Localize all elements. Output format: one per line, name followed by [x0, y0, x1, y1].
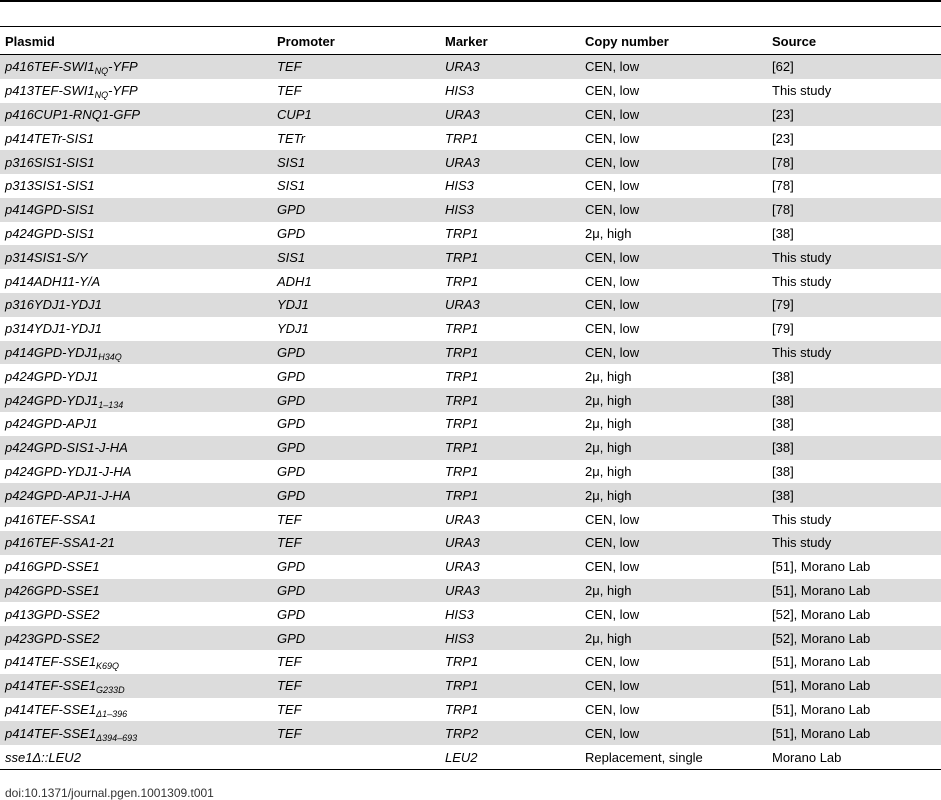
source-cell: [38] — [767, 364, 941, 388]
table-row — [0, 317, 941, 341]
source-cell: [38] — [767, 460, 941, 484]
marker-cell: TRP1 — [440, 222, 580, 246]
plasmid-subscript: NQ — [94, 90, 109, 101]
table-row — [0, 698, 941, 722]
promoter-cell: GPD — [272, 222, 440, 246]
promoter-cell: GPD — [272, 388, 440, 412]
promoter-cell: CUP1 — [272, 103, 440, 127]
marker-cell: TRP1 — [440, 388, 580, 412]
table-row — [0, 483, 941, 507]
plasmid-name: p423GPD-SSE2 — [5, 630, 100, 646]
copy-number-cell: CEN, low — [580, 507, 767, 531]
marker-cell: HIS3 — [440, 79, 580, 103]
plasmid-name: p414ADH11-Y/A — [5, 273, 101, 289]
plasmid-cell — [0, 579, 272, 603]
marker-cell: TRP2 — [440, 721, 580, 745]
plasmid-cell — [0, 79, 272, 103]
marker-cell: TRP1 — [440, 412, 580, 436]
col-header-promoter: Promoter — [272, 29, 440, 55]
copy-number-cell: CEN, low — [580, 245, 767, 269]
table-row — [0, 198, 941, 222]
copy-number-cell: CEN, low — [580, 293, 767, 317]
table-row — [0, 293, 941, 317]
marker-cell: TRP1 — [440, 317, 580, 341]
table-row — [0, 745, 941, 769]
promoter-cell: TEF — [272, 507, 440, 531]
plasmid-cell — [0, 103, 272, 127]
marker-cell: TRP1 — [440, 341, 580, 365]
marker-cell: URA3 — [440, 103, 580, 127]
marker-cell: URA3 — [440, 150, 580, 174]
marker-cell: URA3 — [440, 55, 580, 79]
header-row — [0, 29, 941, 55]
plasmid-cell — [0, 483, 272, 507]
plasmid-name: p414TEF-SSE1 — [5, 678, 97, 694]
plasmid-name: p424GPD-SIS1 — [5, 225, 95, 241]
plasmid-name: p313SIS1-SIS1 — [5, 178, 95, 194]
table-row — [0, 412, 941, 436]
plasmid-cell — [0, 745, 272, 769]
col-header-copy-number: Copy number — [580, 29, 767, 55]
plasmid-cell — [0, 412, 272, 436]
table-row — [0, 55, 941, 79]
table-body — [0, 55, 941, 770]
copy-number-cell: CEN, low — [580, 602, 767, 626]
copy-number-cell: Replacement, single — [580, 745, 767, 769]
source-cell: This study — [767, 341, 941, 365]
copy-number-cell: CEN, low — [580, 698, 767, 722]
plasmid-name: p416GPD-SSE1 — [5, 559, 100, 575]
marker-cell: TRP1 — [440, 674, 580, 698]
plasmid-name: p416TEF-SSA1-21 — [5, 535, 115, 551]
promoter-cell: GPD — [272, 460, 440, 484]
plasmid-cell — [0, 269, 272, 293]
plasmid-name: p414TEF-SSE1 — [5, 725, 97, 741]
table-row — [0, 579, 941, 603]
plasmid-subscript: Δ1–396 — [96, 708, 128, 719]
table-row — [0, 555, 941, 579]
copy-number-cell: CEN, low — [580, 55, 767, 79]
promoter-cell: SIS1 — [272, 150, 440, 174]
plasmid-name: p314YDJ1-YDJ1 — [5, 321, 102, 337]
plasmid-cell — [0, 436, 272, 460]
table-row — [0, 626, 941, 650]
table-row — [0, 174, 941, 198]
source-cell: [52], Morano Lab — [767, 602, 941, 626]
source-cell: This study — [767, 531, 941, 555]
promoter-cell: SIS1 — [272, 174, 440, 198]
plasmid-cell — [0, 126, 272, 150]
promoter-cell: YDJ1 — [272, 317, 440, 341]
table-row — [0, 364, 941, 388]
source-cell: [38] — [767, 388, 941, 412]
promoter-cell: GPD — [272, 412, 440, 436]
plasmid-cell — [0, 602, 272, 626]
plasmid-cell — [0, 460, 272, 484]
promoter-cell: YDJ1 — [272, 293, 440, 317]
plasmid-name: p414TEF-SSE1 — [5, 701, 97, 717]
col-header-source: Source — [767, 29, 941, 55]
copy-number-cell: CEN, low — [580, 650, 767, 674]
copy-number-cell: CEN, low — [580, 531, 767, 555]
source-cell: [78] — [767, 198, 941, 222]
plasmid-name: sse1Δ::LEU2 — [5, 749, 81, 765]
marker-cell: HIS3 — [440, 198, 580, 222]
marker-cell: URA3 — [440, 579, 580, 603]
plasmid-name: p424GPD-APJ1-J-HA — [5, 487, 131, 503]
copy-number-cell: 2μ, high — [580, 222, 767, 246]
plasmid-subscript: H34Q — [98, 351, 122, 362]
plasmid-name: p316YDJ1-YDJ1 — [5, 297, 102, 313]
table-row — [0, 150, 941, 174]
copy-number-cell: 2μ, high — [580, 388, 767, 412]
promoter-cell: TEF — [272, 531, 440, 555]
copy-number-cell: 2μ, high — [580, 364, 767, 388]
copy-number-cell: CEN, low — [580, 555, 767, 579]
plasmid-cell — [0, 388, 272, 412]
promoter-cell: GPD — [272, 341, 440, 365]
table-row — [0, 388, 941, 412]
source-cell: [38] — [767, 483, 941, 507]
marker-cell: TRP1 — [440, 436, 580, 460]
table-row — [0, 460, 941, 484]
col-header-plasmid: Plasmid — [0, 29, 272, 55]
table-row — [0, 674, 941, 698]
plasmid-subscript: 1–134 — [98, 399, 124, 410]
marker-cell: HIS3 — [440, 602, 580, 626]
plasmid-cell — [0, 721, 272, 745]
plasmid-name: p414GPD-SIS1 — [5, 202, 95, 218]
col-header-marker: Marker — [440, 29, 580, 55]
marker-cell: HIS3 — [440, 626, 580, 650]
table-row — [0, 721, 941, 745]
copy-number-cell: CEN, low — [580, 103, 767, 127]
source-cell: This study — [767, 245, 941, 269]
table-row — [0, 79, 941, 103]
plasmid-cell — [0, 150, 272, 174]
promoter-cell: TEF — [272, 698, 440, 722]
plasmid-name: p314SIS1-S/Y — [5, 249, 88, 265]
source-cell: [38] — [767, 222, 941, 246]
plasmid-name: p424GPD-YDJ1 — [5, 368, 99, 384]
source-cell: [78] — [767, 150, 941, 174]
plasmid-cell — [0, 174, 272, 198]
table-row — [0, 531, 941, 555]
plasmid-name: p424GPD-APJ1 — [5, 416, 98, 432]
source-cell: [79] — [767, 317, 941, 341]
plasmid-cell — [0, 222, 272, 246]
copy-number-cell: CEN, low — [580, 341, 767, 365]
promoter-cell: GPD — [272, 364, 440, 388]
plasmid-cell — [0, 698, 272, 722]
copy-number-cell: CEN, low — [580, 198, 767, 222]
promoter-cell: TEF — [272, 55, 440, 79]
promoter-cell: GPD — [272, 436, 440, 460]
plasmid-subscript: NQ — [94, 66, 109, 77]
source-cell: [23] — [767, 126, 941, 150]
copy-number-cell: 2μ, high — [580, 436, 767, 460]
table-row — [0, 269, 941, 293]
copy-number-cell: CEN, low — [580, 150, 767, 174]
source-cell: [51], Morano Lab — [767, 721, 941, 745]
source-cell: [62] — [767, 55, 941, 79]
plasmid-cell — [0, 293, 272, 317]
copy-number-cell: 2μ, high — [580, 460, 767, 484]
plasmid-subscript: G233D — [96, 685, 125, 696]
plasmid-cell — [0, 626, 272, 650]
copy-number-cell: 2μ, high — [580, 579, 767, 603]
promoter-cell: TEF — [272, 721, 440, 745]
source-cell: This study — [767, 269, 941, 293]
marker-cell: HIS3 — [440, 174, 580, 198]
promoter-cell — [272, 745, 440, 769]
plasmid-cell — [0, 245, 272, 269]
copy-number-cell: 2μ, high — [580, 626, 767, 650]
copy-number-cell: 2μ, high — [580, 412, 767, 436]
plasmid-cell — [0, 317, 272, 341]
promoter-cell: TEF — [272, 650, 440, 674]
promoter-cell: TEF — [272, 79, 440, 103]
table-row — [0, 650, 941, 674]
marker-cell: URA3 — [440, 507, 580, 531]
plasmid-name: p414GPD-YDJ1 — [5, 344, 99, 360]
table-row — [0, 222, 941, 246]
plasmid-cell — [0, 674, 272, 698]
promoter-cell: ADH1 — [272, 269, 440, 293]
promoter-cell: GPD — [272, 626, 440, 650]
source-cell: [38] — [767, 412, 941, 436]
plasmid-name: p424GPD-YDJ1 — [5, 392, 99, 408]
marker-cell: TRP1 — [440, 245, 580, 269]
copy-number-cell: CEN, low — [580, 721, 767, 745]
marker-cell: URA3 — [440, 293, 580, 317]
table-row — [0, 602, 941, 626]
table-row — [0, 436, 941, 460]
copy-number-cell: CEN, low — [580, 674, 767, 698]
plasmid-cell — [0, 507, 272, 531]
marker-cell: URA3 — [440, 555, 580, 579]
plasmid-name: p416TEF-SSA1 — [5, 511, 97, 527]
source-cell: [38] — [767, 436, 941, 460]
promoter-cell: TETr — [272, 126, 440, 150]
doi-caption: doi:10.1371/journal.pgen.1001309.t001 — [5, 786, 214, 800]
promoter-cell: SIS1 — [272, 245, 440, 269]
plasmid-cell — [0, 55, 272, 79]
copy-number-cell: CEN, low — [580, 174, 767, 198]
copy-number-cell: CEN, low — [580, 79, 767, 103]
marker-cell: TRP1 — [440, 364, 580, 388]
plasmid-subscript: K69Q — [96, 661, 120, 672]
marker-cell: LEU2 — [440, 745, 580, 769]
top-rule — [0, 0, 941, 2]
source-cell: [51], Morano Lab — [767, 674, 941, 698]
plasmid-cell — [0, 555, 272, 579]
plasmid-suffix: -YFP — [108, 59, 138, 75]
plasmid-cell — [0, 650, 272, 674]
plasmid-cell — [0, 531, 272, 555]
plasmid-cell — [0, 198, 272, 222]
promoter-cell: GPD — [272, 602, 440, 626]
promoter-cell: GPD — [272, 555, 440, 579]
source-cell: [78] — [767, 174, 941, 198]
marker-cell: TRP1 — [440, 650, 580, 674]
promoter-cell: GPD — [272, 198, 440, 222]
plasmid-cell — [0, 341, 272, 365]
header-rule — [0, 26, 941, 27]
plasmid-name: p413TEF-SWI1 — [5, 83, 95, 99]
table-row — [0, 103, 941, 127]
marker-cell: URA3 — [440, 531, 580, 555]
plasmid-name: p424GPD-YDJ1-J-HA — [5, 463, 132, 479]
source-cell: [79] — [767, 293, 941, 317]
copy-number-cell: CEN, low — [580, 317, 767, 341]
marker-cell: TRP1 — [440, 460, 580, 484]
table-row — [0, 507, 941, 531]
source-cell: [51], Morano Lab — [767, 579, 941, 603]
marker-cell: TRP1 — [440, 483, 580, 507]
source-cell: [52], Morano Lab — [767, 626, 941, 650]
table-row — [0, 126, 941, 150]
plasmid-subscript: Δ394–693 — [96, 732, 138, 743]
copy-number-cell: CEN, low — [580, 126, 767, 150]
marker-cell: TRP1 — [440, 126, 580, 150]
source-cell: [51], Morano Lab — [767, 650, 941, 674]
plasmid-name: p426GPD-SSE1 — [5, 582, 100, 598]
plasmid-name: p414TETr-SIS1 — [5, 130, 95, 146]
plasmid-name: p416CUP1-RNQ1-GFP — [5, 106, 141, 122]
plasmid-name: p316SIS1-SIS1 — [5, 154, 95, 170]
copy-number-cell: CEN, low — [580, 269, 767, 293]
plasmid-cell — [0, 364, 272, 388]
plasmid-name: p416TEF-SWI1 — [5, 59, 95, 75]
source-cell: [51], Morano Lab — [767, 555, 941, 579]
copy-number-cell: 2μ, high — [580, 483, 767, 507]
plasmid-table — [0, 29, 941, 770]
plasmid-name: p413GPD-SSE2 — [5, 606, 100, 622]
source-cell: Morano Lab — [767, 745, 941, 769]
marker-cell: TRP1 — [440, 269, 580, 293]
plasmid-name: p424GPD-SIS1-J-HA — [5, 440, 128, 456]
plasmid-suffix: -YFP — [108, 83, 138, 99]
promoter-cell: GPD — [272, 579, 440, 603]
source-cell: [51], Morano Lab — [767, 698, 941, 722]
promoter-cell: GPD — [272, 483, 440, 507]
source-cell: This study — [767, 79, 941, 103]
plasmid-name: p414TEF-SSE1 — [5, 654, 97, 670]
source-cell: This study — [767, 507, 941, 531]
table-row — [0, 341, 941, 365]
promoter-cell: TEF — [272, 674, 440, 698]
source-cell: [23] — [767, 103, 941, 127]
marker-cell: TRP1 — [440, 698, 580, 722]
table-row — [0, 245, 941, 269]
